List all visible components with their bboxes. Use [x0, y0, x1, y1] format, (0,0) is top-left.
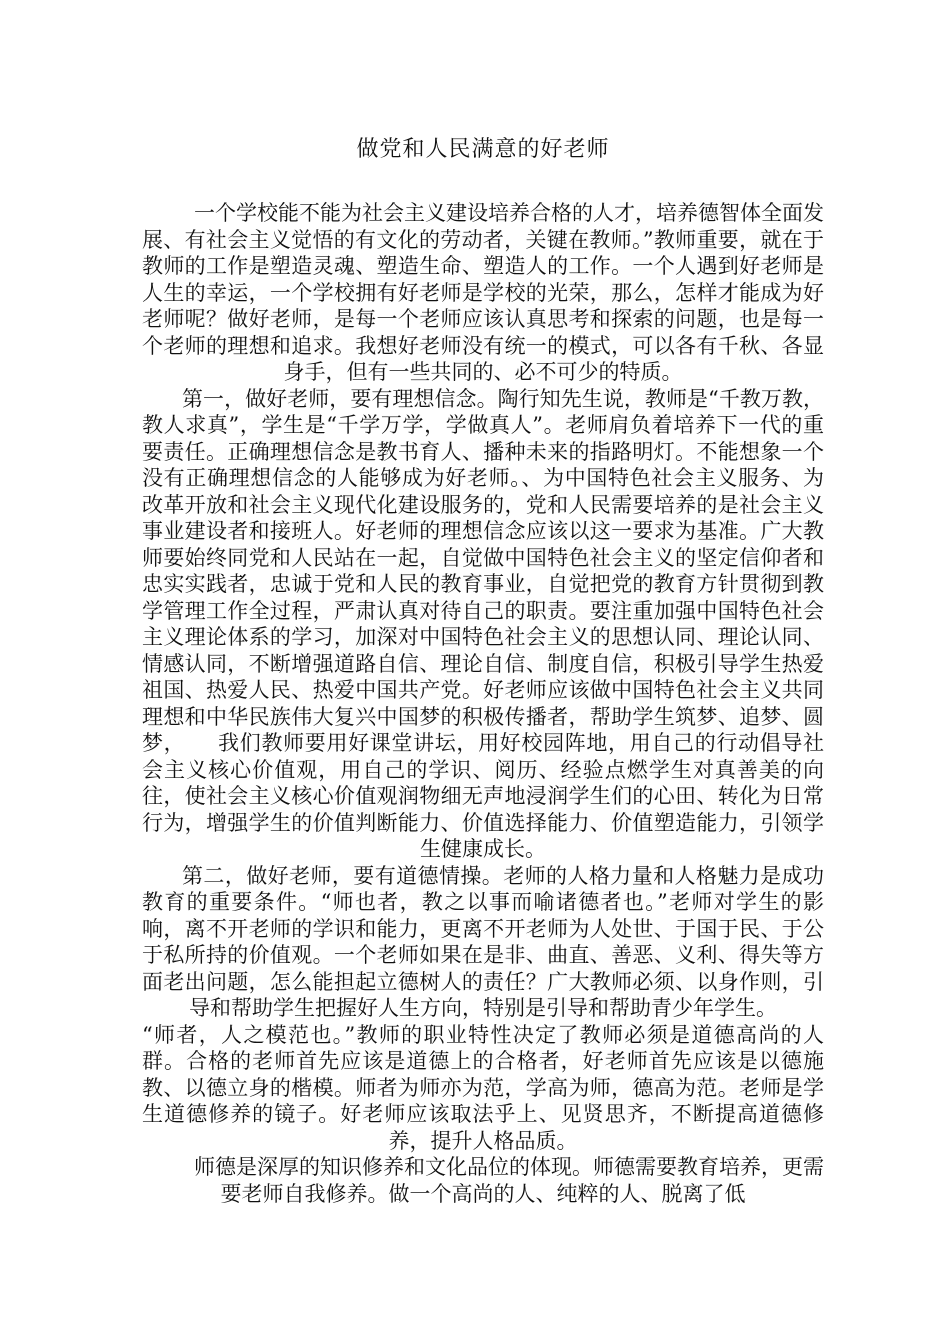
paragraph-teacher-model: “师者，人之模范也。”教师的职业特性决定了教师必须是道德高尚的人群。合格的老师首先应该是道德上的合格者，好老师首先应该是以德施教、以德立身的楷模。师者为师亦为范，学高为师，德高为范。老师是学生道德修养的镜子。好老师应该取法乎上、见贤思齐，不断提高道德修养，提升人格品质。 [142, 1022, 824, 1153]
paragraph-second-point: 第二，做好老师，要有道德情操。老师的人格力量和人格魅力是成功教育的重要条件。“师也者，教之以事而喻诸德者也。”老师对学生的影响，离不开老师的学识和能力，更离不开老师为人处世、于国于民、于公于私所持的价值观。一个老师如果在是非、曲直、善恶、义利、得失等方面老出问题，怎么能担起立德树人的责任？广大教师必须、以身作则，引导和帮助学生把握好人生方向，特别是引导和帮助青少年学生。 [142, 863, 824, 1020]
paragraph-intro: 一个学校能不能为社会主义建设培养合格的人才，培养德智体全面发展、有社会主义觉悟的有文化的劳动者，关键在教师。”教师重要，就在于教师的工作是塑造灵魂、塑造生命、塑造人的工作。一个人遇到好老师是人生的幸运，一个学校拥有好老师是学校的光荣，那么，怎样才能成为好老师呢？做好老师，是每一个老师应该认真思考和探索的问题，也是每一个老师的理想和追求。我想好老师没有统一的模式，可以各有千秋、各显身手，但有一些共同的、必不可少的特质。 [142, 201, 824, 384]
paragraph-first-point: 第一，做好老师，要有理想信念。陶行知先生说，教师是“千教万教，教人求真”，学生是“千学万学，学做真人”。老师肩负着培养下一代的重要责任。正确理想信念是教书育人、播种未来的指路明灯。不能想象一个没有正确理想信念的人能够成为好老师。、为中国特色社会主义服务、为改革开放和社会主义现代化建设服务的，党和人民需要培养的是社会主义事业建设者和接班人。好老师的理想信念应该以这一要求为基准。广大教师要始终同党和人民站在一起，自觉做中国特色社会主义的坚定信仰者和忠实实践者，忠诚于党和人民的教育事业，自觉把党的教育方针贯彻到教学管理工作全过程，严肃认真对待自己的职责。要注重加强中国特色社会主义理论体系的学习，加深对中国特色社会主义的思想认同、理论认同、情感认同，不断增强道路自信、理论自信、制度自信，积极引导学生热爱祖国、热爱人民、热爱中国共产党。好老师应该做中国特色社会主义共同理想和中华民族伟大复兴中国梦的积极传播者，帮助学生筑梦、追梦、圆梦， 我们教师要用好课堂讲坛，用好校园阵地，用自己的行动倡导社会主义核心价值观，用自己的学识、阅历、经验点燃学生对真善美的向往，使社会主义核心价值观润物细无声地浸润学生们的心田、转化为日常行为，增强学生的价值判断能力、价值选择能力、价值塑造能力，引领学生健康成长。 [142, 386, 824, 861]
document-title: 做党和人民满意的好老师 [356, 137, 610, 162]
paragraph-teacher-ethics: 师德是深厚的知识修养和文化品位的体现。师德需要教育培养，更需要老师自我修养。做一个高尚的人、纯粹的人、脱离了低 [194, 1155, 824, 1206]
document-page [142, 0, 824, 1344]
document-body [142, 200, 824, 1207]
